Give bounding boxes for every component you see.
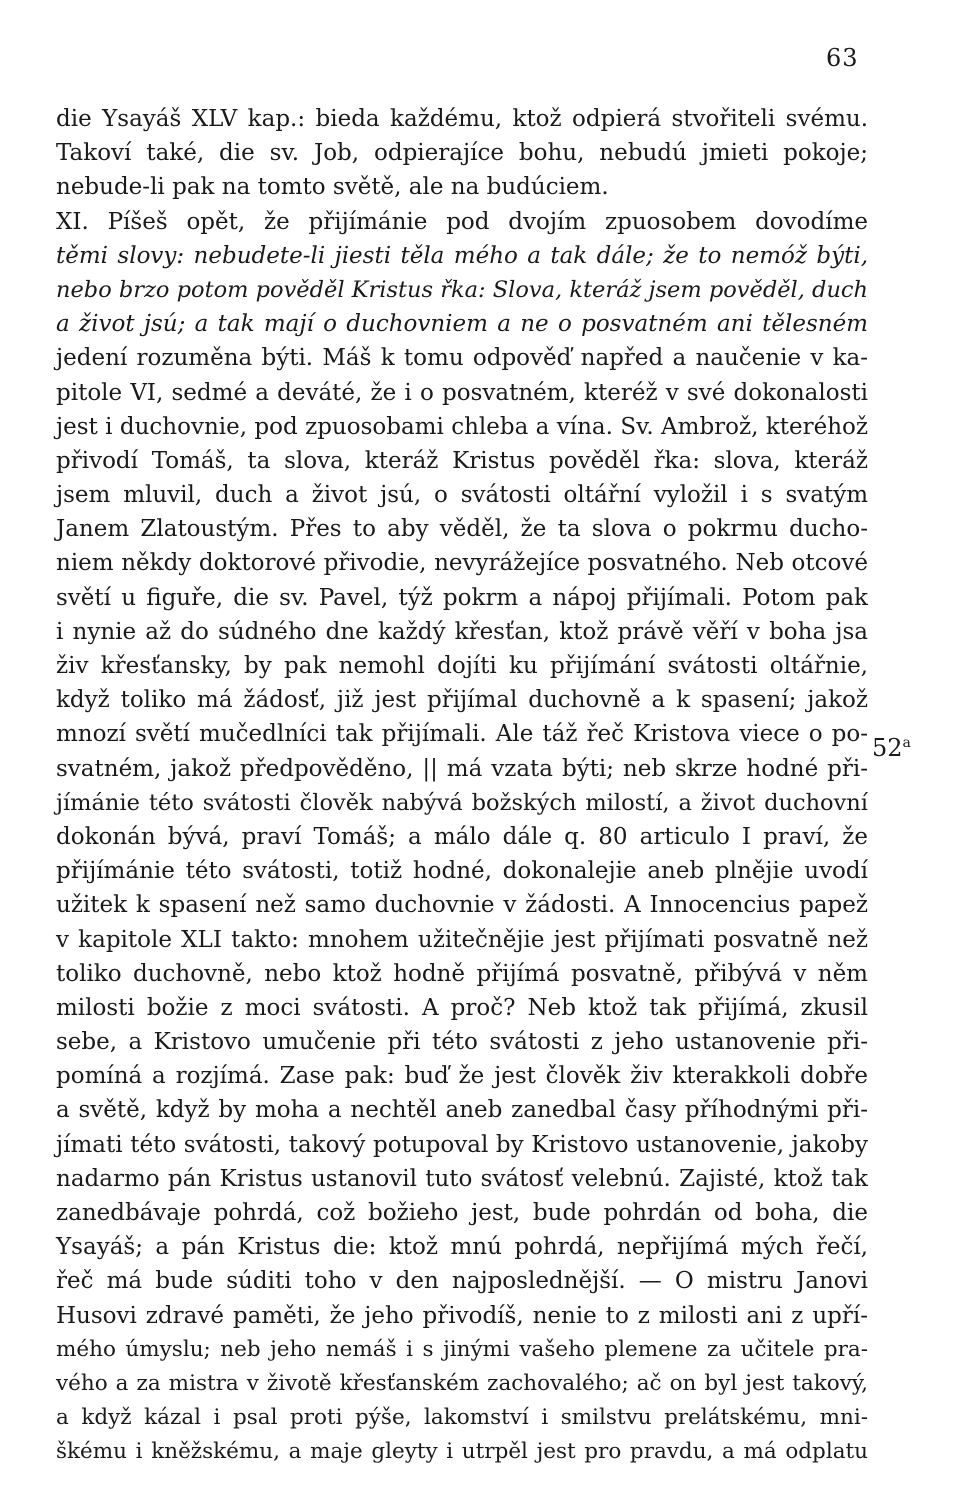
text-line: řeč má bude súditi toho v den najposlednější. — O mistru Janovi (56, 1268, 868, 1295)
margin-note-letter: a (902, 735, 911, 751)
text-line: světí u figuře, die sv. Pavel, týž pokrm a nápoj přijímali. Potom pak (56, 584, 868, 611)
text-line: toliko duchovně, nebo ktož hodně přijímá posvatně, přibývá v něm (56, 960, 868, 987)
margin-note (872, 734, 911, 762)
text-line: milosti božie z moci svátosti. A proč? Neb ktož tak přijímá, zkusil (56, 994, 868, 1021)
text-line: pomíná a rozjímá. Zase pak: buď že jest člověk živ kterakkoli dobře (56, 1063, 868, 1090)
text-line: niem někdy doktorové přivodie, nevyrážejíce posvatného. Neb otcové (56, 550, 868, 577)
text-line: jest i duchovnie, pod zpuosobami chleba a vína. Sv. Ambrož, kteréhož (56, 413, 868, 440)
text-line: Janem Zlatoustým. Přes to aby věděl, že ta slova o pokrmu ducho- (56, 516, 868, 543)
text-line: sebe, a Kristovo umučenie při této svátosti z jeho ustanovenie při- (56, 1029, 868, 1056)
text-line: mnozí světí mučedlníci tak přijímali. Ale táž řeč Kristova viece o po- (56, 721, 868, 748)
text-line: Husovi zdravé paměti, že jeho přivodíš, nenie to z milosti ani z upří- (56, 1302, 868, 1329)
text-line: nebude-li pak na tomto světě, ale na budúciem. (56, 174, 609, 201)
text-line: zanedbávaje pohrdá, což božieho jest, bude pohrdán od boha, die (56, 1200, 868, 1226)
text-line: nebo brzo potom pověděl Kristus řka: Slova, kteráž jsem pověděl, duch (56, 276, 869, 303)
text-line: XI. Píšeš opět, že přijímánie pod dvojím zpuosobem dovodíme (56, 208, 868, 235)
text-line: vého a za mistra v životě křesťanském zachovalého; ač on byl jest takový, (56, 1370, 868, 1396)
text-line: jedení rozuměna býti. Máš k tomu odpověď napřed a naučenie v ka- (56, 345, 868, 372)
text-line: v kapitole XLI takto: mnohem užitečnějie jest přijímati posvatně než (56, 926, 868, 953)
text-line: i nynie až do súdného dne každý křesťan, ktož právě věří v boha jsa (56, 618, 868, 645)
text-line: a když kázal i psal proti pýše, lakomství i smilstvu prelátskému, mni- (56, 1405, 868, 1431)
text-line: pitole VI, sedmé a deváté, že i o posvatném, kteréž v své dokonalosti (56, 379, 868, 406)
text-line: škému i kněžskému, a maje gleyty i utrpěl jest pro pravdu, a má odplatu (56, 1439, 868, 1465)
text-line: Ysayáš; a pán Kristus die: ktož mnú pohrdá, nepřijímá mých řečí, (56, 1234, 868, 1261)
page-number: 63 (826, 44, 859, 72)
text-line: přivodí Tomáš, ta slova, kteráž Kristus pověděl řka: slova, kteráž (56, 447, 868, 474)
text-line: mého úmyslu; neb jeho nemáš i s jinými vašeho plemene za učitele pra- (56, 1336, 868, 1362)
text-line: užitek k spasení než samo duchovnie v žádosti. A Innocencius papež (56, 892, 868, 919)
text-line: těmi slovy: nebudete-li jiesti těla mého a tak dále; že to nemóž býti, (56, 242, 868, 269)
margin-note-number: 52 (872, 734, 903, 762)
text-line: když toliko má žádosť, již jest přijímal duchovně a k spasení; jakož (56, 687, 868, 714)
text-line: a život jsú; a tak mají o duchovniem a ne o posvatném ani tělesném (56, 311, 868, 338)
text-line: živ křesťansky, by pak nemohl dojíti ku přijímání svátosti oltářnie, (56, 653, 868, 679)
text-line: die Ysayáš XLV kap.: bieda každému, ktož odpierá stvořiteli svému. (56, 106, 868, 132)
text-line: jímati této svátosti, takový potupoval by Kristovo ustanovenie, jakoby (56, 1131, 868, 1158)
text-line: jímánie této svátosti člověk nabývá božských milostí, a život duchovní (56, 789, 868, 816)
text-line: svatném, jakož předpověděno, || má vzata býti; neb skrze hodné při- (56, 755, 868, 782)
text-line: a světě, když by moha a nechtěl aneb zanedbal časy příhodnými při- (56, 1097, 868, 1124)
text-line: jsem mluvil, duch a život jsú, o svátosti oltářní vyložil i s svatým (56, 482, 868, 509)
body-text (56, 102, 868, 1470)
text-line: dokonán bývá, praví Tomáš; a málo dále q. 80 articulo I praví, že (56, 823, 868, 850)
text-line: Takoví také, die sv. Job, odpierajíce bohu, nebudú jmieti pokoje; (56, 140, 868, 167)
text-line: přijímánie této svátosti, totiž hodné, dokonalejie aneb plnějie uvodí (56, 858, 868, 885)
text-line: nadarmo pán Kristus ustanovil tuto svátosť velebnú. Zajisté, ktož tak (56, 1165, 868, 1192)
